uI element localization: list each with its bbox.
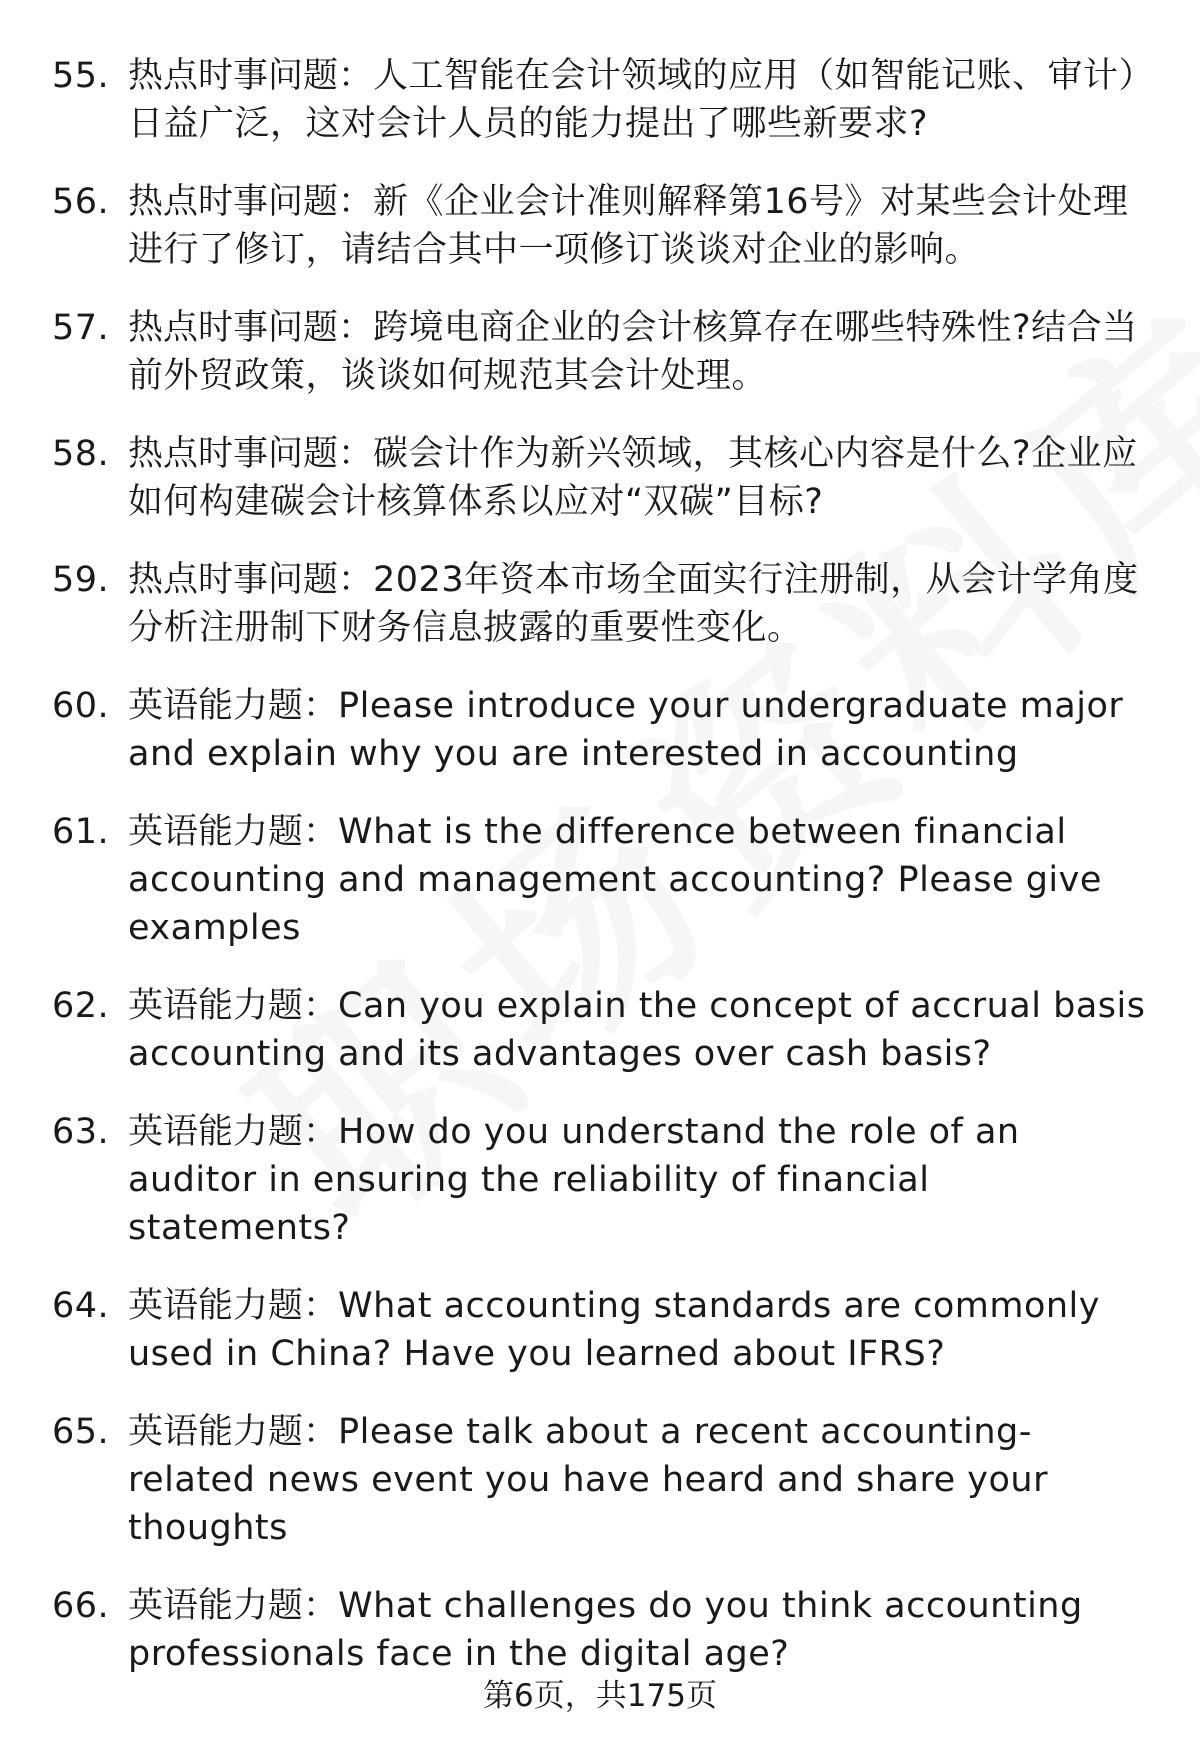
question-number: 55. — [52, 56, 110, 96]
question-text: Please introduce your undergraduate major and explain why you are interested in accounting — [128, 686, 1124, 774]
question-number: 62. — [52, 986, 110, 1026]
question-category: 英语能力题： — [128, 1112, 339, 1152]
question-number: 63. — [52, 1112, 110, 1152]
question-category: 热点时事问题： — [128, 56, 374, 96]
question-category: 热点时事问题： — [128, 308, 374, 348]
question-text: What accounting standards are commonly used in China? Have you learned about IFRS? — [128, 1286, 1100, 1374]
question-category: 英语能力题： — [128, 1586, 339, 1626]
question-text: 人工智能在会计领域的应用（如智能记账、审计）日益广泛，这对会计人员的能力提出了哪些新要求? — [128, 56, 1137, 144]
question-text: 2023年资本市场全面实行注册制，从会计学角度分析注册制下财务信息披露的重要性变化。 — [128, 560, 1139, 648]
question-item — [52, 982, 1152, 1078]
question-item — [52, 178, 1152, 274]
question-category: 英语能力题： — [128, 986, 339, 1026]
question-item — [52, 52, 1152, 148]
question-item — [52, 1282, 1152, 1378]
question-text: How do you understand the role of an auditor in ensuring the reliability of financial statements? — [128, 1112, 1020, 1248]
question-item — [52, 1582, 1152, 1678]
question-category: 热点时事问题： — [128, 182, 374, 222]
question-text: Please talk about a recent accounting-related news event you have heard and share your thoughts — [128, 1412, 1048, 1548]
question-text: 跨境电商企业的会计核算存在哪些特殊性?结合当前外贸政策，谈谈如何规范其会计处理。 — [128, 308, 1138, 396]
question-item — [52, 430, 1152, 526]
question-number: 60. — [52, 686, 110, 726]
question-number: 64. — [52, 1286, 110, 1326]
question-item — [52, 1408, 1152, 1552]
question-text: Can you explain the concept of accrual basis accounting and its advantages over cash basis? — [128, 986, 1146, 1074]
question-item — [52, 304, 1152, 400]
question-text: 新《企业会计准则解释第16号》对某些会计处理进行了修订，请结合其中一项修订谈谈对企业的影响。 — [128, 182, 1129, 270]
question-item — [52, 556, 1152, 652]
page-number-footer: 第6页，共175页 — [483, 1678, 717, 1714]
question-item — [52, 1108, 1152, 1252]
question-number: 56. — [52, 182, 110, 222]
question-number: 58. — [52, 434, 110, 474]
question-category: 英语能力题： — [128, 812, 339, 852]
question-text: What is the difference between financial accounting and management accounting? Please give examples — [128, 812, 1102, 948]
question-category: 热点时事问题： — [128, 560, 374, 600]
question-number: 57. — [52, 308, 110, 348]
question-item — [52, 682, 1152, 778]
question-number: 65. — [52, 1412, 110, 1452]
question-number: 59. — [52, 560, 110, 600]
question-category: 英语能力题： — [128, 1286, 339, 1326]
question-list — [52, 52, 1152, 1708]
question-category: 热点时事问题： — [128, 434, 374, 474]
question-item — [52, 808, 1152, 952]
question-text: What challenges do you think accounting professionals face in the digital age? — [128, 1586, 1083, 1674]
question-category: 英语能力题： — [128, 1412, 339, 1452]
question-text: 碳会计作为新兴领域，其核心内容是什么?企业应如何构建碳会计核算体系以应对“双碳”目标? — [128, 434, 1138, 522]
question-number: 66. — [52, 1586, 110, 1626]
question-number: 61. — [52, 812, 110, 852]
question-category: 英语能力题： — [128, 686, 339, 726]
